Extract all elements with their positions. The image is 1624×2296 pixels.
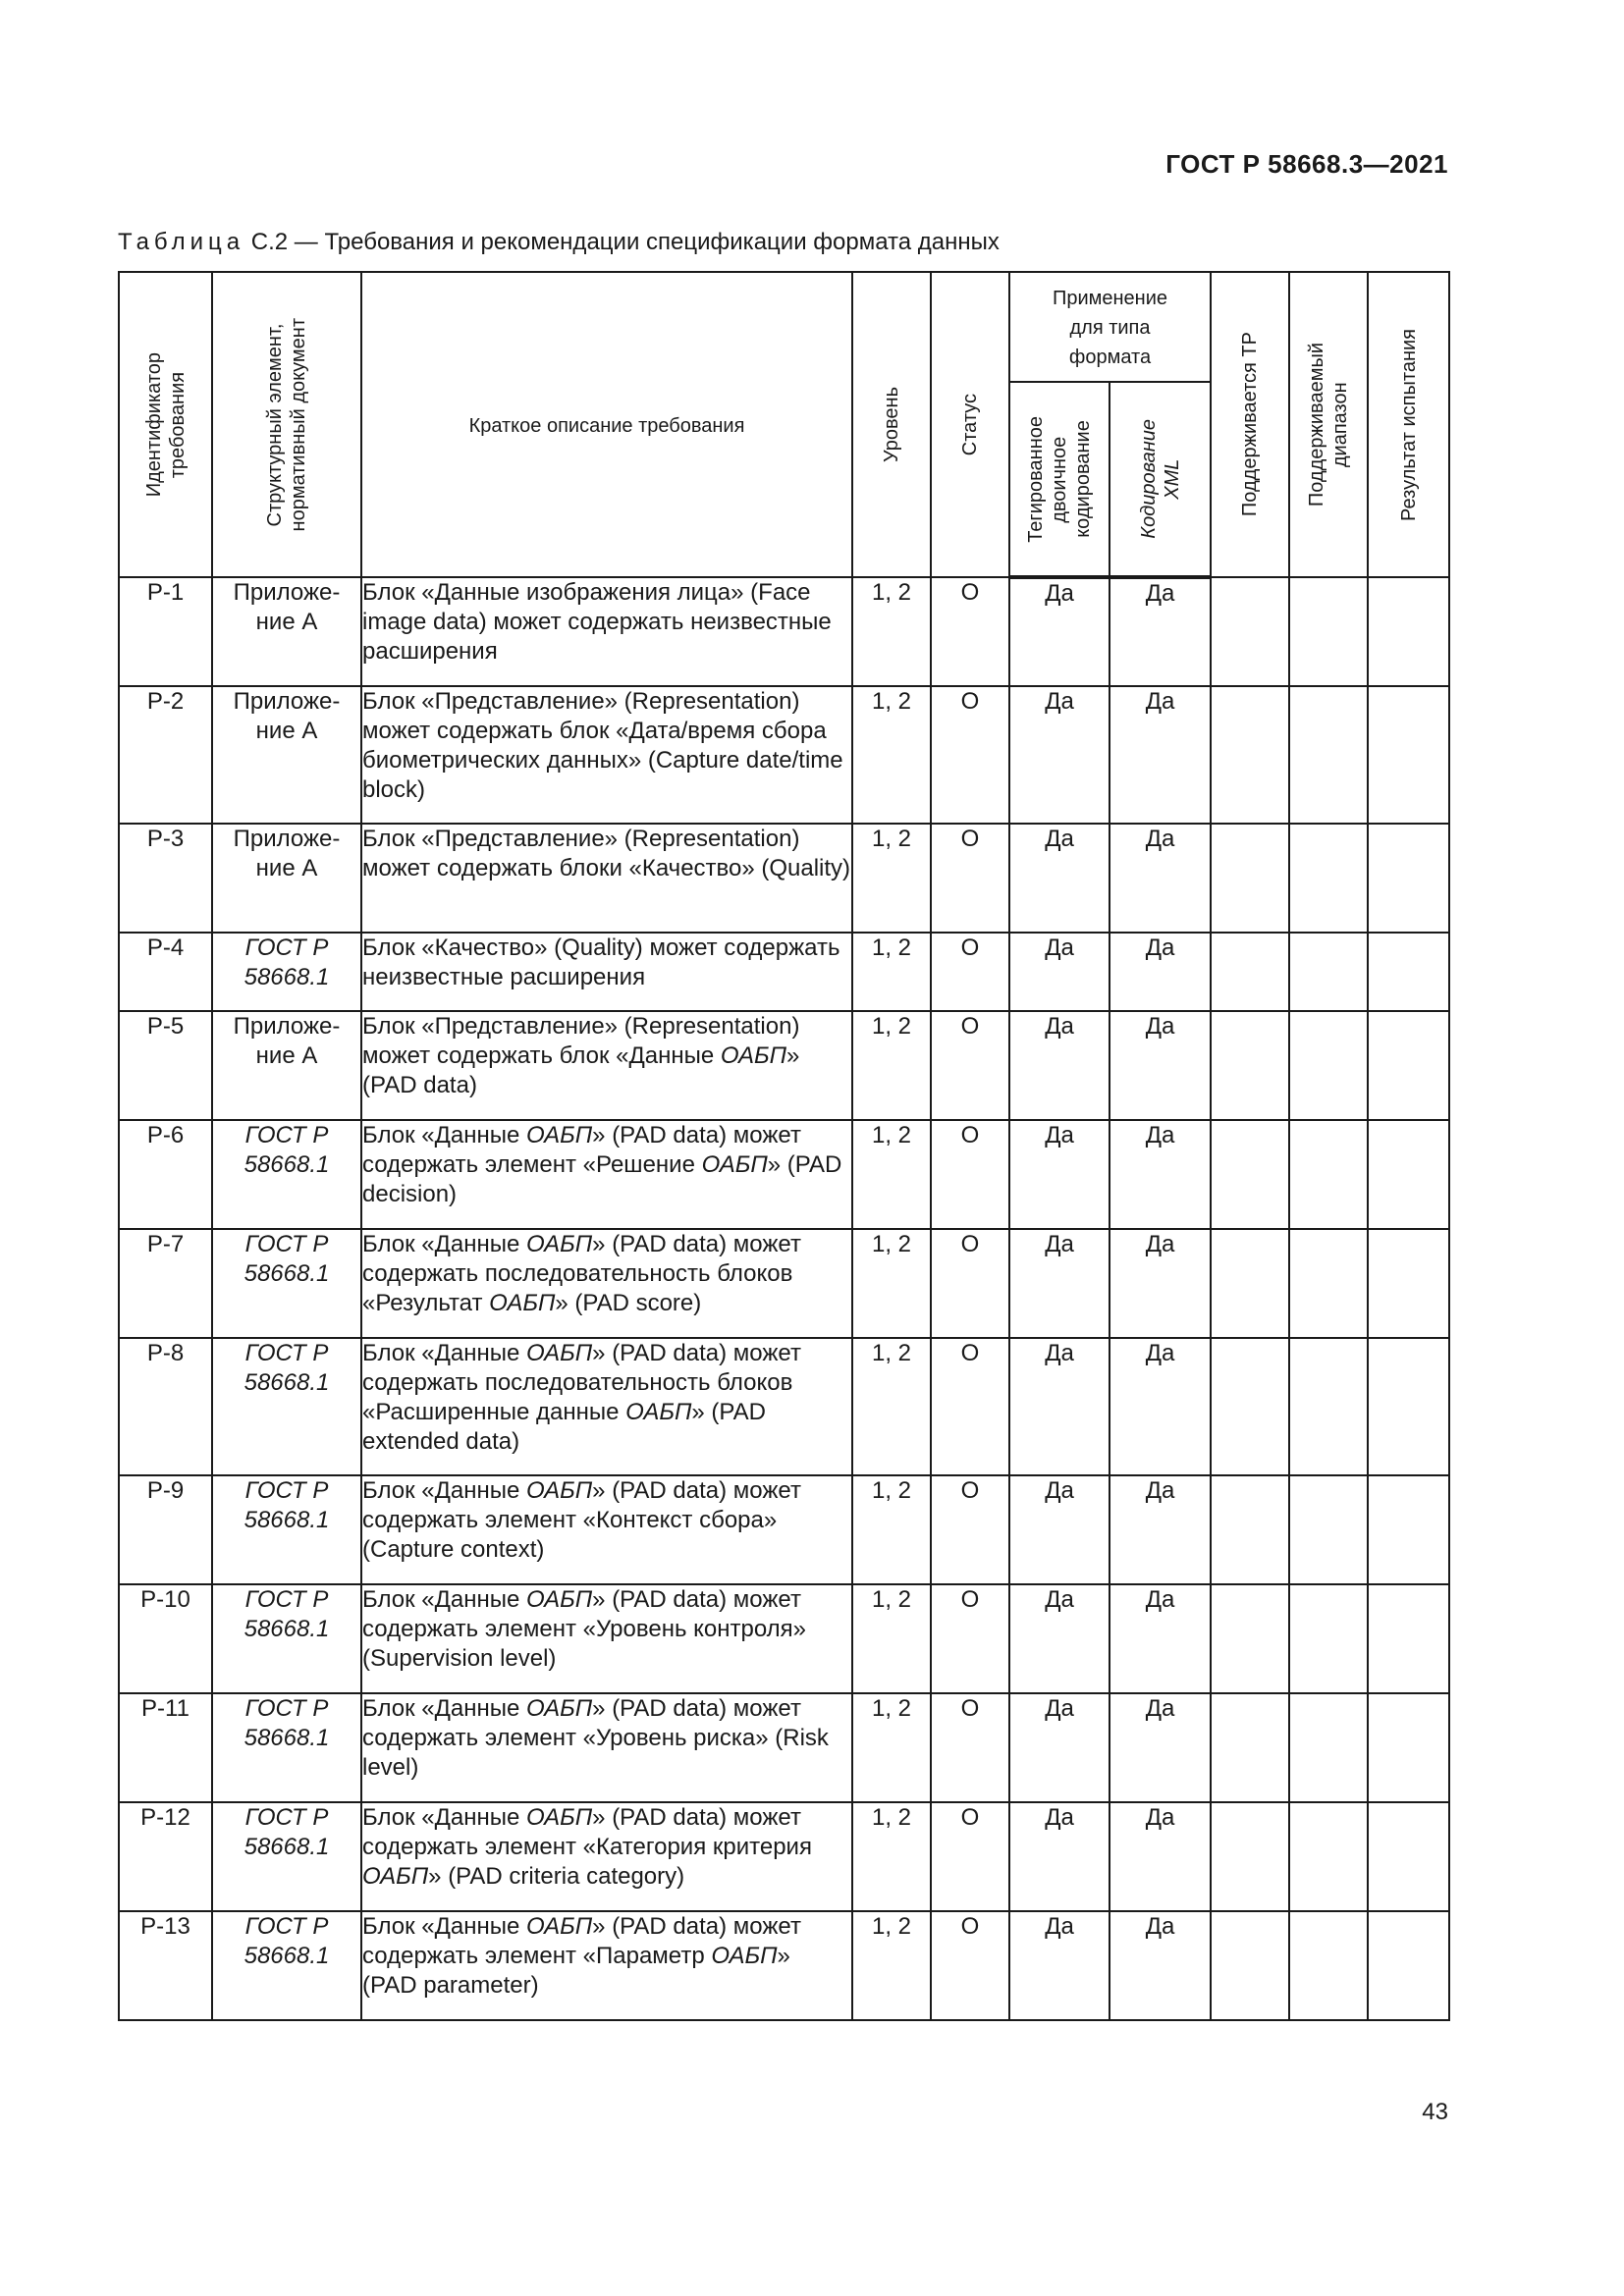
tagged-binary-value: Да — [1009, 933, 1110, 1011]
level-value: 1, 2 — [852, 577, 931, 686]
document-code: ГОСТ Р 58668.3—2021 — [1165, 149, 1448, 179]
requirement-id: Р-5 — [119, 1011, 212, 1120]
range-cell — [1289, 1693, 1368, 1802]
requirement-id: Р-8 — [119, 1338, 212, 1475]
requirement-description: Блок «Данные ОАБП» (PAD data) может содержать элемент «Решение ОАБП» (PAD decision) — [361, 1120, 852, 1229]
tagged-binary-value: Да — [1009, 1229, 1110, 1338]
status-value: О — [931, 824, 1009, 933]
result-cell — [1368, 1802, 1449, 1911]
range-cell — [1289, 1120, 1368, 1229]
structural-element: ГОСТ Р 58668.1 — [212, 1911, 361, 2020]
range-cell — [1289, 1802, 1368, 1911]
table-caption — [118, 229, 1000, 256]
requirement-description: Блок «Представление» (Representation) может содержать блок «Дата/время сбора биометрических данных» (Capture date/time block) — [361, 686, 852, 824]
structural-element: ГОСТ Р 58668.1 — [212, 1802, 361, 1911]
xml-encoding-value: Да — [1110, 1475, 1211, 1584]
result-cell — [1368, 1229, 1449, 1338]
result-cell — [1368, 1911, 1449, 2020]
range-cell — [1289, 824, 1368, 933]
range-cell — [1289, 686, 1368, 824]
tagged-binary-value: Да — [1009, 686, 1110, 824]
table-row — [119, 1911, 1449, 2020]
structural-element: ГОСТ Р 58668.1 — [212, 1338, 361, 1475]
range-cell — [1289, 1011, 1368, 1120]
requirement-description: Блок «Данные ОАБП» (PAD data) может содержать элемент «Уровень риска» (Risk level) — [361, 1693, 852, 1802]
requirement-id: Р-7 — [119, 1229, 212, 1338]
status-value: О — [931, 1584, 1009, 1693]
requirement-id: Р-10 — [119, 1584, 212, 1693]
tagged-binary-value: Да — [1009, 1802, 1110, 1911]
col-header-range: Поддерживаемый диапазон — [1289, 272, 1368, 577]
xml-encoding-value: Да — [1110, 1120, 1211, 1229]
status-value: О — [931, 1338, 1009, 1475]
xml-encoding-value: Да — [1110, 1584, 1211, 1693]
col-header-level: Уровень — [852, 272, 931, 577]
supported-cell — [1211, 577, 1289, 686]
status-value: О — [931, 577, 1009, 686]
requirement-description: Блок «Данные ОАБП» (PAD data) может содержать элемент «Параметр ОАБП» (PAD parameter) — [361, 1911, 852, 2020]
supported-cell — [1211, 1120, 1289, 1229]
xml-encoding-value: Да — [1110, 1911, 1211, 2020]
requirement-description: Блок «Качество» (Quality) может содержать неизвестные расширения — [361, 933, 852, 1011]
col-header-result: Результат испытания — [1368, 272, 1449, 577]
tagged-binary-value: Да — [1009, 1584, 1110, 1693]
requirement-id: Р-3 — [119, 824, 212, 933]
table-caption-label: Таблица — [118, 229, 245, 255]
supported-cell — [1211, 1475, 1289, 1584]
col-header-supported: Поддерживается ТР — [1211, 272, 1289, 577]
level-value: 1, 2 — [852, 1011, 931, 1120]
level-value: 1, 2 — [852, 686, 931, 824]
status-value: О — [931, 933, 1009, 1011]
supported-cell — [1211, 1584, 1289, 1693]
level-value: 1, 2 — [852, 1120, 931, 1229]
table-row — [119, 1802, 1449, 1911]
tagged-binary-value: Да — [1009, 577, 1110, 686]
table-row — [119, 1338, 1449, 1475]
col-header-status: Статус — [931, 272, 1009, 577]
status-value: О — [931, 686, 1009, 824]
requirement-id: Р-2 — [119, 686, 212, 824]
structural-element: ГОСТ Р 58668.1 — [212, 933, 361, 1011]
result-cell — [1368, 1011, 1449, 1120]
level-value: 1, 2 — [852, 1229, 931, 1338]
xml-encoding-value: Да — [1110, 686, 1211, 824]
supported-cell — [1211, 1338, 1289, 1475]
structural-element: ГОСТ Р 58668.1 — [212, 1120, 361, 1229]
table-row — [119, 1584, 1449, 1693]
result-cell — [1368, 1693, 1449, 1802]
requirement-description: Блок «Представление» (Representation) может содержать блоки «Качество» (Quality) — [361, 824, 852, 933]
tagged-binary-value: Да — [1009, 1693, 1110, 1802]
table-body — [119, 577, 1449, 2020]
xml-encoding-value: Да — [1110, 1338, 1211, 1475]
supported-cell — [1211, 686, 1289, 824]
supported-cell — [1211, 1011, 1289, 1120]
requirement-description: Блок «Данные ОАБП» (PAD data) может содержать элемент «Категория критерия ОАБП» (PAD criteria category) — [361, 1802, 852, 1911]
range-cell — [1289, 933, 1368, 1011]
status-value: О — [931, 1911, 1009, 2020]
level-value: 1, 2 — [852, 1475, 931, 1584]
requirement-description: Блок «Данные ОАБП» (PAD data) может содержать последовательность блоков «Расширенные данные ОАБП» (PAD extended data) — [361, 1338, 852, 1475]
level-value: 1, 2 — [852, 1584, 931, 1693]
table-caption-text: С.2 — Требования и рекомендации спецификации формата данных — [244, 229, 1000, 255]
structural-element: Приложе- ние А — [212, 577, 361, 686]
requirement-id: Р-13 — [119, 1911, 212, 2020]
tagged-binary-value: Да — [1009, 1911, 1110, 2020]
status-value: О — [931, 1475, 1009, 1584]
tagged-binary-value: Да — [1009, 824, 1110, 933]
requirement-description: Блок «Данные ОАБП» (PAD data) может содержать элемент «Уровень контроля» (Supervision level) — [361, 1584, 852, 1693]
col-header-applicability: Применение для типа формата — [1009, 272, 1211, 382]
level-value: 1, 2 — [852, 1802, 931, 1911]
level-value: 1, 2 — [852, 824, 931, 933]
structural-element: Приложе- ние А — [212, 824, 361, 933]
structural-element: ГОСТ Р 58668.1 — [212, 1475, 361, 1584]
requirement-description: Блок «Данные изображения лица» (Face image data) может содержать неизвестные расширения — [361, 577, 852, 686]
result-cell — [1368, 824, 1449, 933]
supported-cell — [1211, 824, 1289, 933]
level-value: 1, 2 — [852, 1338, 931, 1475]
requirement-id: Р-12 — [119, 1802, 212, 1911]
table-row — [119, 1693, 1449, 1802]
requirement-id: Р-11 — [119, 1693, 212, 1802]
table-row — [119, 686, 1449, 824]
requirement-id: Р-6 — [119, 1120, 212, 1229]
level-value: 1, 2 — [852, 1911, 931, 2020]
xml-encoding-value: Да — [1110, 1229, 1211, 1338]
result-cell — [1368, 686, 1449, 824]
table-row — [119, 824, 1449, 933]
tagged-binary-value: Да — [1009, 1475, 1110, 1584]
range-cell — [1289, 1475, 1368, 1584]
supported-cell — [1211, 1911, 1289, 2020]
status-value: О — [931, 1229, 1009, 1338]
supported-cell — [1211, 1802, 1289, 1911]
table-row — [119, 1011, 1449, 1120]
status-value: О — [931, 1802, 1009, 1911]
range-cell — [1289, 1229, 1368, 1338]
result-cell — [1368, 1338, 1449, 1475]
requirements-table — [118, 271, 1450, 2021]
col-header-id: Идентификатор требования — [119, 272, 212, 577]
requirement-description: Блок «Представление» (Representation) может содержать блок «Данные ОАБП» (PAD data) — [361, 1011, 852, 1120]
xml-encoding-value: Да — [1110, 933, 1211, 1011]
status-value: О — [931, 1120, 1009, 1229]
table-row — [119, 1475, 1449, 1584]
status-value: О — [931, 1693, 1009, 1802]
level-value: 1, 2 — [852, 1693, 931, 1802]
range-cell — [1289, 577, 1368, 686]
range-cell — [1289, 1584, 1368, 1693]
tagged-binary-value: Да — [1009, 1011, 1110, 1120]
xml-encoding-value: Да — [1110, 824, 1211, 933]
tagged-binary-value: Да — [1009, 1120, 1110, 1229]
table-row — [119, 1120, 1449, 1229]
structural-element: ГОСТ Р 58668.1 — [212, 1584, 361, 1693]
supported-cell — [1211, 933, 1289, 1011]
range-cell — [1289, 1338, 1368, 1475]
col-header-xml: Кодирование XML — [1110, 382, 1211, 577]
result-cell — [1368, 1584, 1449, 1693]
structural-element: Приложе- ние А — [212, 686, 361, 824]
col-header-tagged: Тегированное двоичное кодирование — [1009, 382, 1110, 577]
status-value: О — [931, 1011, 1009, 1120]
tagged-binary-value: Да — [1009, 1338, 1110, 1475]
table-row — [119, 933, 1449, 1011]
requirement-description: Блок «Данные ОАБП» (PAD data) может содержать последовательность блоков «Результат ОАБП» (PAD score) — [361, 1229, 852, 1338]
requirement-description: Блок «Данные ОАБП» (PAD data) может содержать элемент «Контекст сбора» (Capture context) — [361, 1475, 852, 1584]
result-cell — [1368, 1120, 1449, 1229]
requirement-id: Р-4 — [119, 933, 212, 1011]
structural-element: ГОСТ Р 58668.1 — [212, 1693, 361, 1802]
supported-cell — [1211, 1229, 1289, 1338]
col-header-ref: Структурный элемент, нормативный документ — [212, 272, 361, 577]
range-cell — [1289, 1911, 1368, 2020]
result-cell — [1368, 1475, 1449, 1584]
level-value: 1, 2 — [852, 933, 931, 1011]
table-row — [119, 1229, 1449, 1338]
requirement-id: Р-9 — [119, 1475, 212, 1584]
xml-encoding-value: Да — [1110, 1693, 1211, 1802]
result-cell — [1368, 933, 1449, 1011]
col-header-desc: Краткое описание требования — [361, 272, 852, 577]
page-number: 43 — [1422, 2099, 1448, 2125]
xml-encoding-value: Да — [1110, 1011, 1211, 1120]
result-cell — [1368, 577, 1449, 686]
xml-encoding-value: Да — [1110, 1802, 1211, 1911]
structural-element: ГОСТ Р 58668.1 — [212, 1229, 361, 1338]
structural-element: Приложе- ние А — [212, 1011, 361, 1120]
requirement-id: Р-1 — [119, 577, 212, 686]
table-row — [119, 577, 1449, 686]
xml-encoding-value: Да — [1110, 577, 1211, 686]
supported-cell — [1211, 1693, 1289, 1802]
